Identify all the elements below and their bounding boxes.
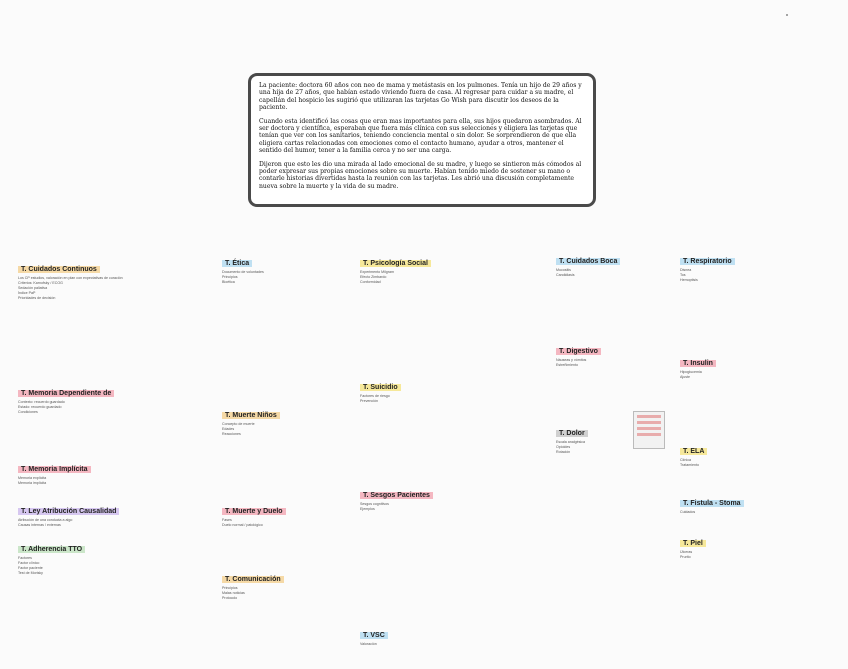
notes-line: Fases [222, 518, 232, 522]
page-dot [786, 14, 788, 16]
notes-section [680, 440, 798, 468]
notes-line: Mucositis [556, 268, 571, 272]
notes-line: Edades [222, 427, 235, 431]
notes-line: Prevención [360, 399, 378, 403]
notes-section-title: T. Ética [222, 260, 252, 267]
notes-section [222, 568, 340, 601]
notes-section [18, 458, 136, 486]
notes-section [18, 382, 136, 415]
notes-line: Prurito [680, 555, 691, 559]
notes-section-title: T. Muerte Niños [222, 412, 280, 419]
notes-line: Efecto Zimbardo [360, 275, 387, 279]
notes-section-title: T. Memoria Implícita [18, 466, 91, 473]
notes-section [18, 258, 136, 301]
notes-section-title: T. Adherencia TTO [18, 546, 85, 553]
notes-section-title: T. Memoria Dependiente de [18, 390, 114, 397]
notes-section [360, 252, 478, 285]
notes-section-title: T. Cuidados Boca [556, 258, 620, 265]
notes-line: Hipoglucemia [680, 370, 702, 374]
notes-section [680, 250, 798, 283]
notes-section-title: T. Psicología Social [360, 260, 431, 267]
case-paragraph-2: Cuando esta identificó las cosas que eran mas importantes para ella, sus hijos quedaron asombrados. Al ser doctora y científica, esperaban que fuera más clínica con sus selecciones y eligiera las tarjetas que tenían que ver con los sanitarios, teniendo conciencia mental o sin dolor. Se sorprendieron de que ella eligiera cartas relacionadas con emociones como el contacto humano, ayudar a otros, mantener el sentido del humor, tener a la familia cerca y no ser una carga. [259, 117, 582, 155]
notes-section [360, 376, 478, 404]
notes-line: Criterios: Karnofsky / ECOG [18, 281, 63, 285]
notes-section [360, 484, 478, 512]
notes-line: Úlceras [680, 550, 693, 554]
notes-section-title: T. Fistula - Stoma [680, 500, 744, 507]
notes-line: Disnea [680, 268, 692, 272]
notes-line: Candidiasis [556, 273, 575, 277]
notes-section-title: T. Suicidio [360, 384, 401, 391]
notes-line: Sedación paliativa [18, 286, 48, 290]
notes-section [18, 538, 136, 576]
notes-line: Estreñimiento [556, 363, 578, 367]
notes-section-title: T. VSC [360, 632, 388, 639]
notes-line: Clínica [680, 458, 691, 462]
notes-line: Opioides [556, 445, 571, 449]
dolor-thumbnail-image [633, 411, 665, 449]
notes-line: Sesgos cognitivos [360, 502, 389, 506]
notes-section [222, 252, 340, 285]
notes-section-title: T. Piel [680, 540, 706, 547]
notes-section [680, 352, 798, 380]
notes-line: Factores [18, 556, 32, 560]
notes-line: Principios [222, 586, 238, 590]
notes-line: Los CP estudios, valoración en plan con expectativas de curación [18, 276, 123, 280]
notes-line: Ajuste [680, 375, 690, 379]
notes-line: Prioridades de decisión [18, 296, 56, 300]
notes-line: Memoria implícita [18, 481, 47, 485]
notes-line: Factor clínico [18, 561, 40, 565]
notes-line: Causas internas / externas [18, 523, 61, 527]
notes-section [680, 532, 798, 560]
notes-line: Escala analgésica [556, 440, 585, 444]
notes-line: Tratamiento [680, 463, 700, 467]
notes-section-title: T. Dolor [556, 430, 588, 437]
notes-line: Bioética [222, 280, 235, 284]
notes-line: Factores de riesgo [360, 394, 390, 398]
notes-line: Reacciones [222, 432, 241, 436]
notes-line: Experimento Milgram [360, 270, 394, 274]
notes-section [222, 404, 340, 437]
notes-section [556, 340, 674, 368]
notes-line: Malas noticias [222, 591, 245, 595]
notes-line: Náuseas y vómitos [556, 358, 587, 362]
notes-line: Condiciones [18, 410, 38, 414]
notes-section-title: T. Digestivo [556, 348, 601, 355]
notes-line: Atribución de una conducta a algo [18, 518, 73, 522]
notes-line: Duelo normal / patológico [222, 523, 263, 527]
notes-line: Ejemplos [360, 507, 375, 511]
notes-line: Cuidados [680, 510, 696, 514]
notes-line: Estado: recuerdo guardado [18, 405, 62, 409]
notes-section-title: T. Cuidados Continuos [18, 266, 100, 273]
notes-line: Conformidad [360, 280, 381, 284]
notes-line: Factor paciente [18, 566, 43, 570]
notes-line: Rotación [556, 450, 571, 454]
notes-section [18, 500, 136, 528]
notes-line: Concepto de muerte [222, 422, 255, 426]
notes-section-title: T. Respiratorio [680, 258, 735, 265]
case-summary-box [248, 73, 596, 207]
notes-line: Hemoptisis [680, 278, 698, 282]
notes-section-title: T. Insulin [680, 360, 716, 367]
notes-section [556, 250, 674, 278]
case-paragraph-3: Dijeron que esto les dio una mirada al lado emocional de su madre, y luego se sintieron más cómodos al poder expresar sus propias emociones sobre su muerte. Habían tenido miedo de sostener su mano o contarle historias divertidas hasta la reunión con las tarjetas. Les abrió una discusión completamente nueva sobre la muerte y la vida de su madre. [259, 160, 582, 190]
notes-line: Índice PaP [18, 291, 36, 295]
notes-line: Test de Morisky [18, 571, 43, 575]
notes-line: Memoria explícita [18, 476, 47, 480]
notes-section-title: T. Muerte y Duelo [222, 508, 286, 515]
notes-line: Protocolo [222, 596, 238, 600]
case-paragraph-1: La paciente: doctora 60 años con neo de mama y metástasis en los pulmones. Tenía un hijo de 29 años y una hija de 27 años, que habían estado viviendo fuera de casa. Al regresar para cuidar a su madre, el capellán del hospicio les sugirió que utilizaran las tarjetas Go Wish para discutir los deseos de la paciente. [259, 82, 582, 112]
notes-section [360, 624, 478, 647]
notes-line: Valoración [360, 642, 377, 646]
notes-section [222, 500, 340, 528]
notes-line: Contexto: recuerdo guardado [18, 400, 65, 404]
notes-section-title: T. ELA [680, 448, 707, 455]
notes-line: Principios [222, 275, 238, 279]
notes-line: Documento de voluntades [222, 270, 264, 274]
notes-section-title: T. Sesgos Pacientes [360, 492, 433, 499]
notes-section [680, 492, 798, 515]
notes-line: Tos [680, 273, 686, 277]
notes-section-title: T. Ley Atribución Causalidad [18, 508, 119, 515]
notes-section-title: T. Comunicación [222, 576, 284, 583]
